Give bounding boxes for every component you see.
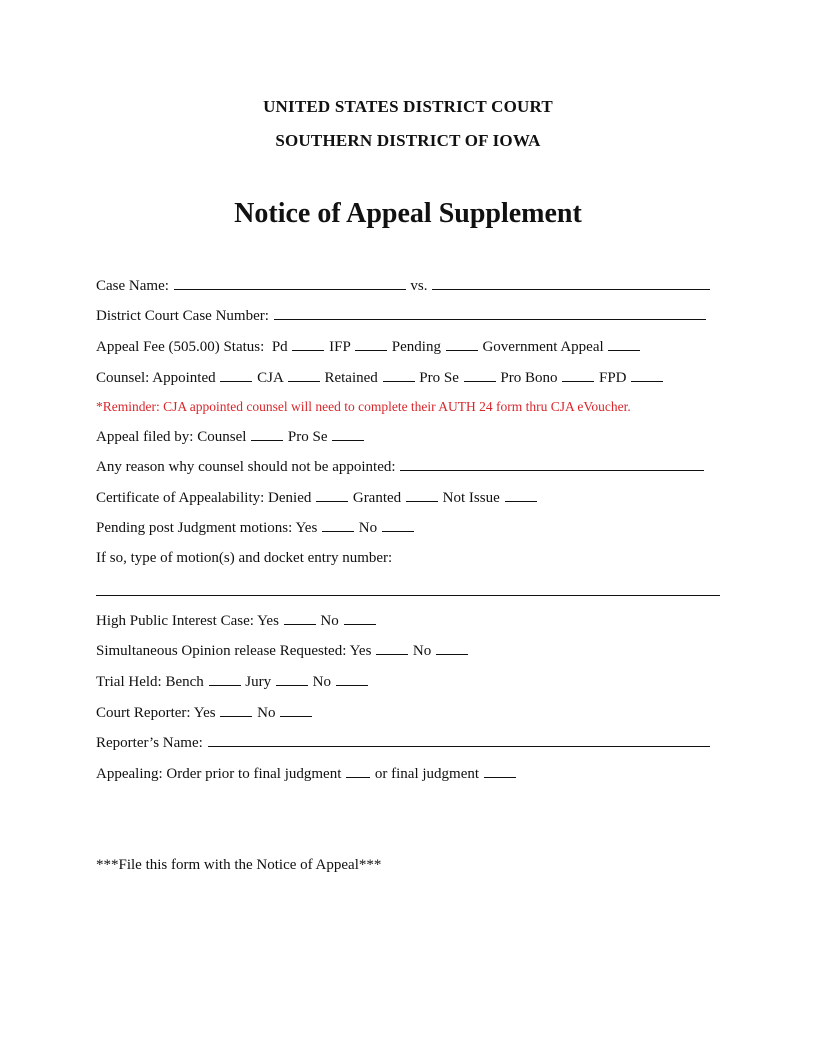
district-case-number-label: District Court Case Number: bbox=[96, 308, 269, 324]
reason-field[interactable] bbox=[400, 456, 704, 471]
final-judgment-field[interactable] bbox=[484, 763, 516, 778]
pending-label: Pending bbox=[391, 339, 441, 355]
counsel-row bbox=[96, 367, 664, 387]
vs-label: vs. bbox=[410, 278, 428, 294]
retained-label: Retained bbox=[324, 370, 378, 386]
government-appeal-label: Government Appeal bbox=[482, 339, 604, 355]
trial-held-row bbox=[96, 671, 369, 691]
pro-se-field[interactable] bbox=[464, 367, 496, 382]
bench-label: Bench bbox=[165, 674, 204, 690]
pending-motions-row bbox=[96, 517, 415, 537]
fpd-field[interactable] bbox=[631, 367, 663, 382]
cja-reminder: *Reminder: CJA appointed counsel will need to complete their AUTH 24 form thru CJA eVoucher. bbox=[96, 399, 631, 414]
order-prior-label: Order prior to final judgment bbox=[166, 766, 342, 782]
court-district: SOUTHERN DISTRICT OF IOWA bbox=[275, 131, 541, 150]
cja-field[interactable] bbox=[288, 367, 320, 382]
high-interest-no-label: No bbox=[320, 613, 339, 629]
bench-field[interactable] bbox=[209, 671, 241, 686]
reporters-name-label: Reporter’s Name: bbox=[96, 735, 203, 751]
trial-no-field[interactable] bbox=[336, 671, 368, 686]
pending-motions-no-label: No bbox=[358, 520, 378, 536]
reason-row bbox=[96, 456, 705, 476]
denied-field[interactable] bbox=[316, 487, 348, 502]
reporter-no-label: No bbox=[257, 705, 276, 721]
appeal-filed-by-row bbox=[96, 426, 365, 446]
appeal-fee-label: Appeal Fee (505.00) Status: bbox=[96, 339, 265, 355]
appointed-field[interactable] bbox=[220, 367, 252, 382]
motion-type-field[interactable] bbox=[96, 595, 720, 596]
reporters-name-field[interactable] bbox=[208, 732, 710, 747]
pending-motions-no-field[interactable] bbox=[382, 517, 414, 532]
ifp-field[interactable] bbox=[355, 336, 387, 351]
filed-counsel-field[interactable] bbox=[251, 426, 283, 441]
reporters-name-row bbox=[96, 732, 711, 752]
pro-bono-label: Pro Bono bbox=[500, 370, 558, 386]
reason-label: Any reason why counsel should not be appointed: bbox=[96, 459, 396, 475]
high-interest-no-field[interactable] bbox=[344, 610, 376, 625]
pending-field[interactable] bbox=[446, 336, 478, 351]
reporter-yes-label: Yes bbox=[193, 705, 216, 721]
pending-motions-yes-field[interactable] bbox=[322, 517, 354, 532]
counsel-label: Counsel: bbox=[96, 370, 150, 386]
filing-instruction: ***File this form with the Notice of Appeal*** bbox=[96, 857, 382, 873]
retained-field[interactable] bbox=[383, 367, 415, 382]
filed-counsel-label: Counsel bbox=[197, 429, 247, 445]
high-interest-yes-label: Yes bbox=[257, 613, 279, 629]
jury-field[interactable] bbox=[276, 671, 308, 686]
high-public-interest-row bbox=[96, 610, 377, 630]
trial-no-label: No bbox=[312, 674, 331, 690]
pro-bono-field[interactable] bbox=[562, 367, 594, 382]
appealing-row bbox=[96, 763, 517, 783]
not-issue-label: Not Issue bbox=[442, 490, 500, 506]
high-public-interest-label: High Public Interest Case: bbox=[96, 613, 254, 629]
simultaneous-no-label: No bbox=[412, 643, 432, 659]
final-judgment-label: or final judgment bbox=[374, 766, 480, 782]
trial-held-label: Trial Held: bbox=[96, 674, 162, 690]
motion-type-row bbox=[96, 548, 392, 568]
simultaneous-opinion-row bbox=[96, 640, 469, 660]
appealing-label: Appealing: bbox=[96, 766, 163, 782]
appeal-filed-by-label: Appeal filed by: bbox=[96, 429, 194, 445]
fpd-label: FPD bbox=[598, 370, 627, 386]
court-name: UNITED STATES DISTRICT COURT bbox=[263, 97, 553, 116]
ifp-label: IFP bbox=[329, 339, 351, 355]
simultaneous-yes-field[interactable] bbox=[376, 640, 408, 655]
simultaneous-opinion-label: Simultaneous Opinion release Requested: bbox=[96, 643, 347, 659]
pd-field[interactable] bbox=[292, 336, 324, 351]
form-title: Notice of Appeal Supplement bbox=[234, 198, 582, 229]
filed-pro-se-label: Pro Se bbox=[287, 429, 328, 445]
certificate-label: Certificate of Appealability: bbox=[96, 490, 265, 506]
cja-label: CJA bbox=[257, 370, 283, 386]
reporter-no-field[interactable] bbox=[280, 702, 312, 717]
high-interest-yes-field[interactable] bbox=[284, 610, 316, 625]
motion-type-label: If so, type of motion(s) and docket entry number: bbox=[96, 550, 393, 566]
order-prior-field[interactable] bbox=[346, 763, 370, 778]
appeal-fee-row bbox=[96, 336, 641, 356]
court-reporter-label: Court Reporter: bbox=[96, 705, 191, 721]
court-reporter-row bbox=[96, 702, 313, 722]
case-name-row bbox=[96, 275, 711, 295]
pending-motions-label: Pending post Judgment motions: bbox=[96, 520, 293, 536]
district-case-number-row bbox=[96, 305, 707, 325]
certificate-row bbox=[96, 487, 538, 507]
jury-label: Jury bbox=[245, 674, 272, 690]
case-name-field[interactable] bbox=[174, 275, 406, 290]
granted-label: Granted bbox=[352, 490, 402, 506]
simultaneous-yes-label: Yes bbox=[349, 643, 372, 659]
government-appeal-field[interactable] bbox=[608, 336, 640, 351]
denied-label: Denied bbox=[268, 490, 312, 506]
pd-label: Pd bbox=[271, 339, 288, 355]
appointed-label: Appointed bbox=[152, 370, 216, 386]
reporter-yes-field[interactable] bbox=[220, 702, 252, 717]
simultaneous-no-field[interactable] bbox=[436, 640, 468, 655]
not-issue-field[interactable] bbox=[505, 487, 537, 502]
opposing-party-field[interactable] bbox=[432, 275, 710, 290]
district-case-number-field[interactable] bbox=[274, 305, 706, 320]
pending-motions-yes-label: Yes bbox=[295, 520, 318, 536]
filed-pro-se-field[interactable] bbox=[332, 426, 364, 441]
case-name-label: Case Name: bbox=[96, 278, 169, 294]
granted-field[interactable] bbox=[406, 487, 438, 502]
pro-se-label: Pro Se bbox=[419, 370, 459, 386]
